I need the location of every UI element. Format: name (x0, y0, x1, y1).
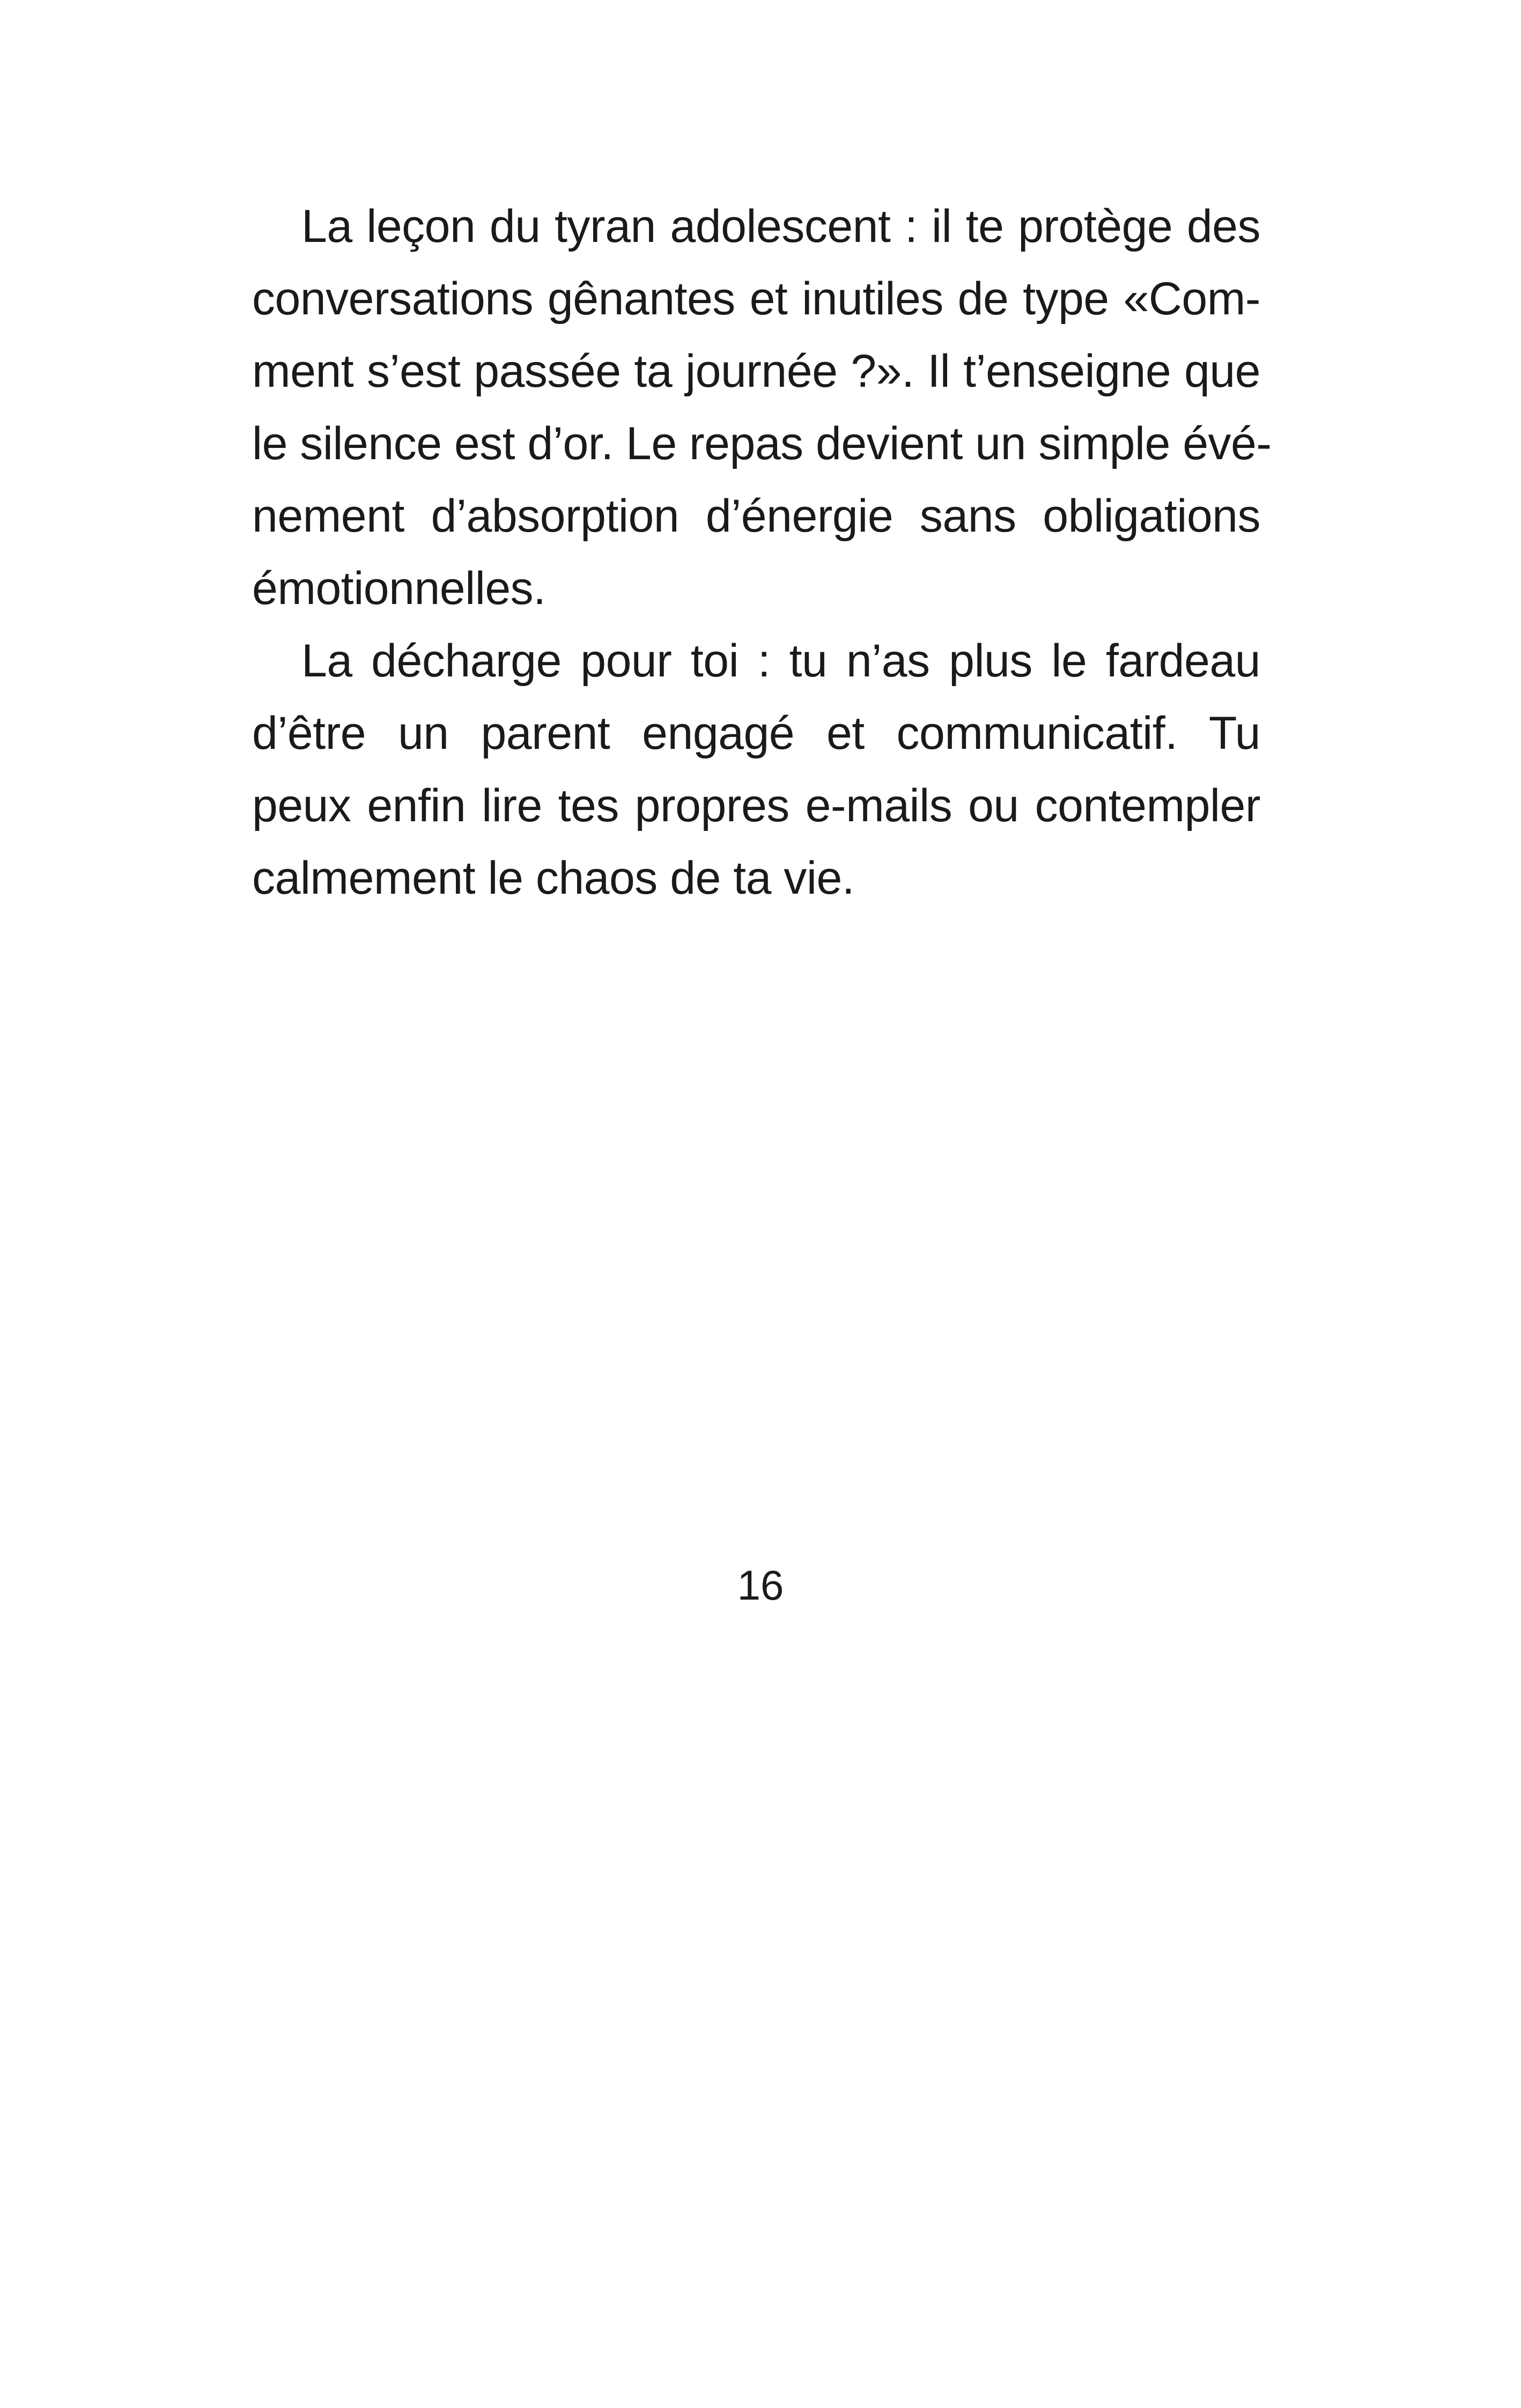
text-line: le silence est d’or. Le repas devient un simple évé- (252, 418, 1272, 469)
text-line: peux enfin lire tes propres e-mails ou contempler (252, 780, 1260, 831)
text-line: ment s’est passée ta journée ?». Il t’enseigne que (252, 345, 1260, 397)
text-line: conversations gênantes et inutiles de type «Com- (252, 273, 1260, 325)
text-line: nement d’absorption d’énergie sans obligations (252, 490, 1260, 542)
page-number: 16 (737, 1562, 784, 1609)
text-line: émotionnelles. (252, 563, 546, 614)
paragraph-2 (252, 625, 1260, 915)
paragraph-1 (252, 190, 1272, 625)
text-line: La décharge pour toi : tu n’as plus le fardeau (301, 635, 1260, 687)
text-line: calmement le chaos de ta vie. (252, 852, 855, 904)
body-text (252, 190, 1272, 915)
text-line: La leçon du tyran adolescent : il te protège des (301, 201, 1260, 252)
text-line: d’être un parent engagé et communicatif. Tu (252, 708, 1260, 759)
